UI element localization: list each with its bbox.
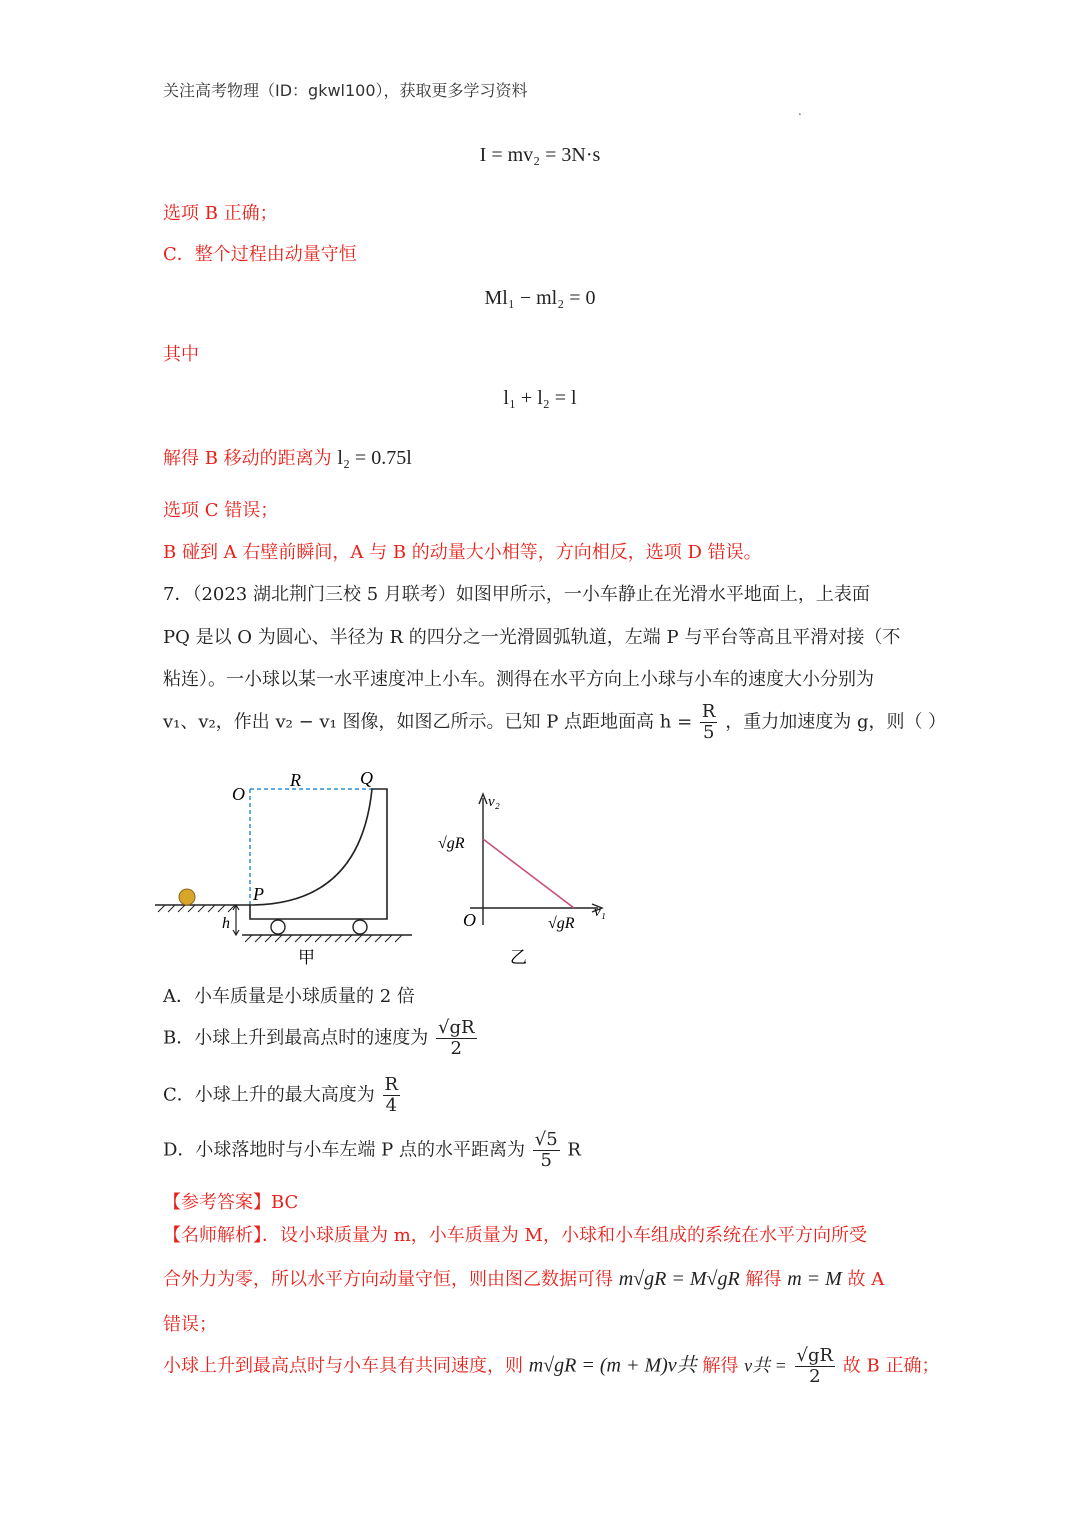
jia-wheel-left xyxy=(271,920,285,934)
jia-label-O: O xyxy=(232,784,245,804)
analysis-line4-lhs: v共 = xyxy=(744,1355,787,1376)
yi-label-v2: v₂ xyxy=(488,794,500,810)
figure-jia xyxy=(150,760,430,975)
equation-momentum: Ml₁ − ml₂ = 0 xyxy=(484,287,596,309)
yi-caption: 乙 xyxy=(510,948,527,967)
option-c-prefix: C．小球上升的最大高度为 xyxy=(163,1084,375,1106)
jia-ground-hatch xyxy=(245,935,402,942)
analysis-line2-suffix: 故 A xyxy=(847,1269,885,1290)
option-d-statement: B 碰到 A 右壁前瞬间，A 与 B 的动量大小相等，方向相反，选项 D 错误。 xyxy=(163,542,762,563)
option-c xyxy=(163,1075,402,1116)
solve-l2-prefix: 解得 B 移动的距离为 xyxy=(163,448,332,469)
analysis-line2 xyxy=(163,1265,884,1291)
solve-l2-expr: l₂ = 0.75l xyxy=(337,447,412,469)
analysis-line4-prefix: 小球上升到最高点时与小车具有共同速度，则 xyxy=(163,1355,523,1377)
analysis-line4-eq: m√gR = (m + M)v共 xyxy=(528,1354,697,1377)
yi-data-line xyxy=(483,839,574,908)
h-fraction: $\frac{R}{5}$ xyxy=(701,701,716,743)
q7-line4 xyxy=(163,702,946,743)
option-d xyxy=(163,1130,581,1171)
jia-label-P: P xyxy=(253,884,264,904)
q7-line3: 粘连）。一小球以某一水平速度冲上小车。测得在水平方向上小球与小车的速度大小分别为 xyxy=(163,669,874,690)
figure-yi xyxy=(430,780,620,975)
equation-sum: l₁ + l₂ = l xyxy=(503,387,577,409)
jia-caption: 甲 xyxy=(298,948,315,967)
q7-line4-a: v₁、v₂，作出 v₂ − v₁ 图像，如图乙所示。已知 P 点距地面高 h = xyxy=(163,711,693,733)
option-d-suffix: R xyxy=(567,1139,581,1161)
solve-l2 xyxy=(163,444,412,470)
q7-line1: 7．（2023 湖北荆门三校 5 月联考）如图甲所示，一小车静止在光滑水平地面上，上表面 xyxy=(163,584,870,605)
jia-cart-body xyxy=(250,789,387,919)
analysis-line4-mid: 解得 xyxy=(702,1355,739,1377)
jia-label-Q: Q xyxy=(360,768,373,788)
analysis-line4-suffix: 故 B 正确； xyxy=(842,1355,940,1377)
q7-line2: PQ 是以 O 为圆心、半径为 R 的四分之一光滑圆弧轨道，左端 P 与平台等高且平滑对接（不 xyxy=(163,627,901,648)
jia-label-h: h xyxy=(222,915,230,932)
analysis-line4-fraction: $\frac{√gR}{2}$ xyxy=(796,1345,834,1387)
jia-label-R: R xyxy=(290,770,301,790)
jia-wheel-right xyxy=(353,920,367,934)
where-text: 其中 xyxy=(163,344,199,365)
analysis-line2-prefix: 合外力为零，所以水平方向动量守恒，则由图乙数据可得 xyxy=(163,1269,613,1290)
option-c-fraction: $\frac{R}{4}$ xyxy=(384,1074,399,1116)
answer: 【参考答案】BC xyxy=(163,1192,299,1213)
corner-dot: . xyxy=(798,104,802,118)
yi-x-intercept: √gR xyxy=(548,915,575,932)
analysis-line2-mid: 解得 xyxy=(745,1269,782,1290)
option-c-intro: C．整个过程由动量守恒 xyxy=(163,244,357,265)
q7-line4-b: ，重力加速度为 g，则（ ） xyxy=(725,711,947,733)
option-b-fraction: $\frac{√gR}{2}$ xyxy=(437,1017,475,1059)
option-a: A．小车质量是小球质量的 2 倍 xyxy=(163,986,415,1007)
option-c-wrong: 选项 C 错误； xyxy=(163,500,279,521)
option-b-prefix: B．小球上升到最高点时的速度为 xyxy=(163,1027,429,1049)
equation-impulse: I = mv₂ = 3N·s xyxy=(479,144,601,166)
jia-platform-hatch xyxy=(158,905,235,912)
analysis-line4 xyxy=(163,1346,939,1387)
option-d-prefix: D．小球落地时与小车左端 P 点的水平距离为 xyxy=(163,1139,525,1161)
option-d-fraction: $\frac{√5}{5}$ xyxy=(534,1129,558,1171)
yi-y-intercept: √gR xyxy=(438,835,465,852)
analysis-line3: 错误； xyxy=(163,1314,217,1335)
jia-ball xyxy=(179,889,195,905)
analysis-line2-eq2: m = M xyxy=(787,1268,842,1290)
yi-label-O: O xyxy=(463,910,476,930)
option-b xyxy=(163,1018,479,1059)
yi-label-v1: v₁ xyxy=(594,904,606,920)
option-b-correct: 选项 B 正确； xyxy=(163,203,278,224)
analysis-line1: 【名师解析】．设小球质量为 m，小车质量为 M，小球和小车组成的系统在水平方向所受 xyxy=(163,1225,867,1246)
page-header: 关注高考物理（ID：gkwl100），获取更多学习资料 xyxy=(163,81,528,100)
analysis-line2-eq: m√gR = M√gR xyxy=(618,1268,740,1290)
